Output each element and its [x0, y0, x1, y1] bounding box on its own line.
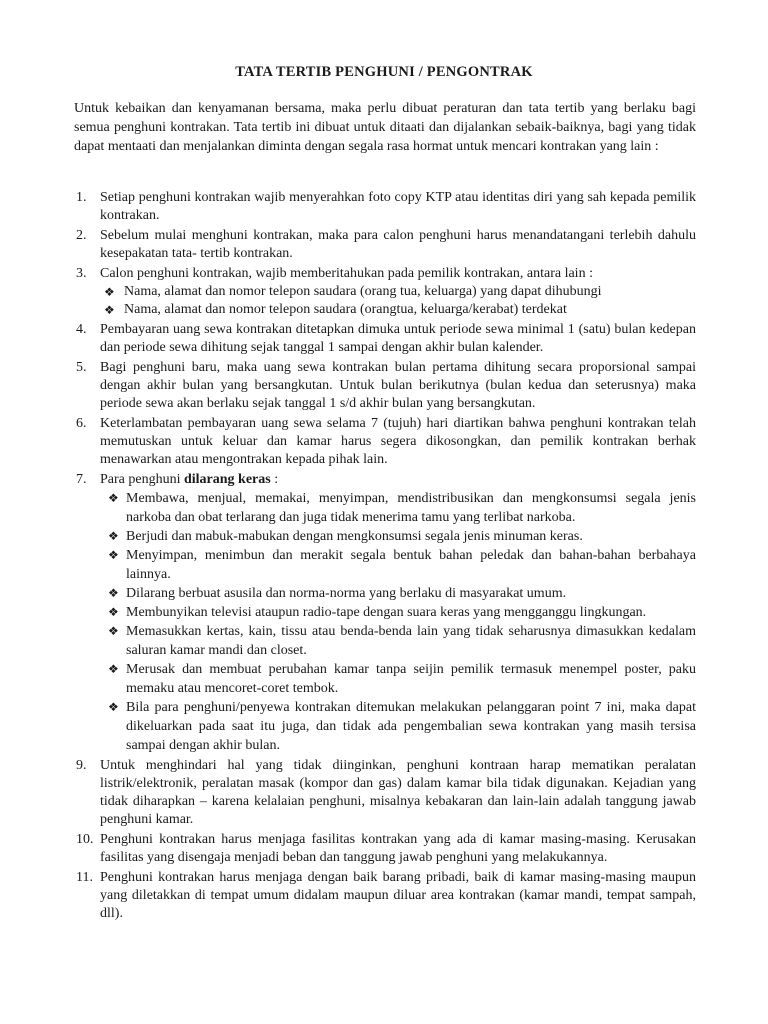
rule-text: Keterlambatan pembayaran uang sewa selama 7 (tujuh) hari diartikan bahwa penghuni kontrakan telah memutuskan untuk keluar dan kamar harus segera dikosongkan, dan pemilik kontrakan berhak menawarkan atau mengontrakan kepada pihak lain. — [100, 416, 696, 467]
rule-7-subitem-4 — [0, 584, 696, 603]
subitem-text: Memasukkan kertas, kain, tissu atau benda-benda lain yang tidak seharusnya dimasukkan kedalam saluran kamar mandi dan closet. — [126, 624, 696, 658]
rule-7-subitem-8 — [0, 698, 696, 755]
rule-item-3 — [0, 265, 696, 283]
diamond-bullet-icon: ❖ — [104, 303, 115, 317]
rule-3-subitem-2 — [0, 301, 696, 319]
rule-number: 6. — [76, 416, 87, 431]
rule-text: Penghuni kontrakan harus menjaga fasilitas kontrakan yang ada di kamar masing-masing. Kerusakan fasilitas yang disengaja menjadi beban dan tanggung jawab penghuni yang melakukannya. — [100, 832, 696, 865]
rule-7-subitem-7 — [0, 660, 696, 698]
intro-paragraph: Untuk kebaikan dan kenyamanan bersama, maka perlu dibuat peraturan dan tata tertib yang berlaku bagi semua penghuni kontrakan. Tata tertib ini dibuat untuk ditaati dan dijalankan sebaik-baiknya, bagi yang tidak dapat mentaati dan menjalankan diminta dengan segala rasa hormat untuk mencari kontrakan yang lain : — [74, 101, 696, 154]
rule-number: 3. — [76, 266, 87, 281]
diamond-bullet-icon: ❖ — [108, 662, 119, 676]
rule-text: Sebelum mulai menghuni kontrakan, maka para calon penghuni harus menandatangani terlebih dahulu kesepakatan tata- tertib kontrakan. — [100, 228, 696, 261]
rule-item-10 — [0, 831, 696, 867]
rule-number: 7. — [76, 472, 87, 487]
rules-list — [0, 189, 768, 923]
subitem-text: Dilarang berbuat asusila dan norma-norma yang berlaku di masyarakat umum. — [126, 586, 567, 601]
subitem-text: Membawa, menjual, memakai, menyimpan, mendistribusikan dan mengkonsumsi segala jenis narkoba dan obat terlarang dan juga tidak menerima tamu yang terlibat narkoba. — [126, 491, 696, 525]
rule-item-6 — [0, 415, 696, 469]
diamond-bullet-icon: ❖ — [108, 491, 119, 505]
subitem-text: Menyimpan, menimbun dan merakit segala bentuk bahan peledak dan bahan-bahan berbahaya lainnya. — [126, 548, 696, 582]
rule-item-7 — [0, 471, 696, 489]
diamond-bullet-icon: ❖ — [108, 586, 119, 600]
rule-number: 10. — [76, 832, 94, 847]
subitem-text: Berjudi dan mabuk-mabukan dengan mengkonsumsi segala jenis minuman keras. — [126, 529, 583, 544]
subitem-text: Membunyikan televisi ataupun radio-tape dengan suara keras yang mengganggu lingkungan. — [126, 605, 647, 620]
subitem-text: Merusak dan membuat perubahan kamar tanpa seijin pemilik termasuk menempel poster, paku memaku atau mencoret-coret tembok. — [126, 662, 696, 696]
rule-number: 2. — [76, 228, 87, 243]
diamond-bullet-icon: ❖ — [108, 548, 119, 562]
rule-text: Untuk menghindari hal yang tidak diinginkan, penghuni kontraan harap mematikan peralatan listrik/elektronik, peralatan masak (kompor dan gas) dalam kamar bila tidak digunakan. Kejadian yang tidak diharapkan – karena kelalaian penghuni, misalnya kebakaran dan lain-lain adalah tanggung jawab penghuni kamar. — [100, 758, 696, 827]
rule-7-subitem-2 — [0, 527, 696, 546]
subitem-text: Bila para penghuni/penyewa kontrakan ditemukan melakukan pelanggaran point 7 ini, maka dapat dikeluarkan pada saat itu juga, dan tidak ada pengembalian sewa kontrakan yang masih tersisa sampai dengan akhir bulan. — [126, 700, 696, 753]
rule-number: 4. — [76, 322, 87, 337]
diamond-bullet-icon: ❖ — [104, 285, 115, 299]
rule-text-post: : — [270, 472, 279, 487]
rule-3-subitem-1 — [0, 283, 696, 301]
rule-item-9 — [0, 757, 696, 829]
rule-text: Calon penghuni kontrakan, wajib memberitahukan pada pemilik kontrakan, antara lain : — [100, 266, 593, 281]
rule-item-1 — [0, 189, 696, 225]
rule-text: Setiap penghuni kontrakan wajib menyerahkan foto copy KTP atau identitas diri yang sah kepada pemilik kontrakan. — [100, 190, 696, 223]
diamond-bullet-icon: ❖ — [108, 529, 119, 543]
diamond-bullet-icon: ❖ — [108, 605, 119, 619]
subitem-text: Nama, alamat dan nomor telepon saudara (orangtua, keluarga/kerabat) terdekat — [124, 302, 567, 317]
diamond-bullet-icon: ❖ — [108, 624, 119, 638]
rule-text-pre: Para penghuni — [100, 472, 184, 487]
rule-number: 11. — [76, 870, 93, 885]
diamond-bullet-icon: ❖ — [108, 700, 119, 714]
rule-item-11 — [0, 869, 696, 923]
rule-number: 5. — [76, 360, 87, 375]
rule-text: Pembayaran uang sewa kontrakan ditetapkan dimuka untuk periode sewa minimal 1 (satu) bulan kedepan dan periode sewa dihitung sejak tanggal 1 sampai dengan akhir bulan kalender. — [100, 322, 696, 355]
rule-item-2 — [0, 227, 696, 263]
rule-item-4 — [0, 321, 696, 357]
rule-7-subitem-3 — [0, 546, 696, 584]
rule-number: 1. — [76, 190, 87, 205]
document-title: TATA TERTIB PENGHUNI / PENGONTRAK — [235, 64, 533, 80]
rule-7-subitem-1 — [0, 489, 696, 527]
rule-text-emphasis: dilarang keras — [183, 472, 271, 487]
rule-text: Penghuni kontrakan harus menjaga dengan baik barang pribadi, baik di kamar masing-masing maupun yang diletakkan di tempat umum didalam maupun diluar area kontrakan (kamar mandi, tempat sampah, dll). — [100, 870, 696, 921]
rule-text: Bagi penghuni baru, maka uang sewa kontrakan bulan pertama dihitung secara proporsional sampai dengan akhir bulan yang bersangkutan. Untuk bulan berikutnya (bulan kedua dan seterusnya) maka periode sewa akan berlaku sejak tanggal 1 s/d akhir bulan yang bersangkutan. — [100, 360, 696, 411]
rule-number: 9. — [76, 758, 87, 773]
rule-item-5 — [0, 359, 696, 413]
subitem-text: Nama, alamat dan nomor telepon saudara (orang tua, keluarga) yang dapat dihubungi — [124, 284, 602, 299]
rule-7-subitem-5 — [0, 603, 696, 622]
rule-7-subitem-6 — [0, 622, 696, 660]
